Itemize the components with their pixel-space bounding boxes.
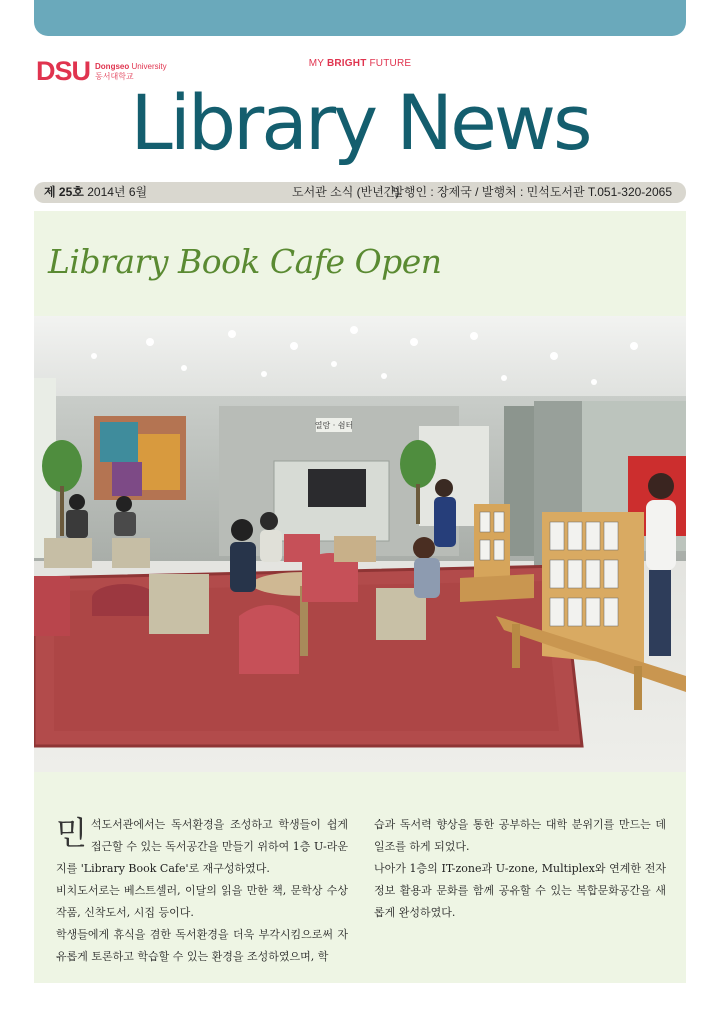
- article-paragraph: 비치도서로는 베스트셀러, 이달의 읽을 만한 책, 문학상 수상작품, 신착도서, 시집 등이다.: [56, 884, 348, 919]
- article-paragraph: 민석도서관에서는 독서환경을 조성하고 학생들이 쉽게 접근할 수 있는 독서공간을 만들기 위하여 1층 U-라운지를 'Library Book Cafe'로 재구성하였다.: [56, 814, 348, 875]
- issue-info-bar: [34, 182, 686, 203]
- logo-univ-en-2: University: [131, 61, 167, 71]
- book-cafe-photo: [34, 316, 686, 772]
- photo-wall-sign: 열람 · 쉼터: [314, 421, 354, 430]
- masthead-title: Library News: [130, 78, 590, 167]
- issue-date: 2014년 6월: [87, 185, 148, 199]
- section-label: 도서관 소식 (반년간): [292, 185, 400, 199]
- article-column-2: [374, 814, 666, 924]
- article-column-1: [56, 814, 348, 968]
- publisher-info: 발행인 : 장제국 / 발행처 : 민석도서관 T.051-320-2065: [392, 185, 672, 199]
- issue-number: 제 25호: [44, 185, 84, 199]
- top-color-bar: [34, 0, 686, 36]
- article-paragraph: 습과 독서력 향상을 통한 공부하는 대학 분위기를 만드는 데 일조를 하게 되었다.: [374, 818, 666, 853]
- dropcap: 민: [56, 814, 87, 852]
- article-paragraph: 학생들에게 휴식을 겸한 독서환경을 더욱 부각시킴으로써 자유롭게 토론하고 학습할 수 있는 환경을 조성하였으며, 학: [56, 928, 348, 963]
- tagline: MY BRIGHT FUTURE: [308, 58, 412, 69]
- logo-univ-ko: 동서대학교: [95, 71, 134, 81]
- dsu-logo-mark: DSU: [36, 56, 91, 86]
- article-title: Library Book Cafe Open: [48, 242, 442, 281]
- logo-univ-en-1: Dongseo: [95, 61, 130, 71]
- article-paragraph: 나아가 1층의 IT-zone과 U-zone, Multiplex와 연계한 전자정보 활용과 문화를 함께 공유할 수 있는 복합문화공간을 새롭게 완성하였다.: [374, 862, 666, 919]
